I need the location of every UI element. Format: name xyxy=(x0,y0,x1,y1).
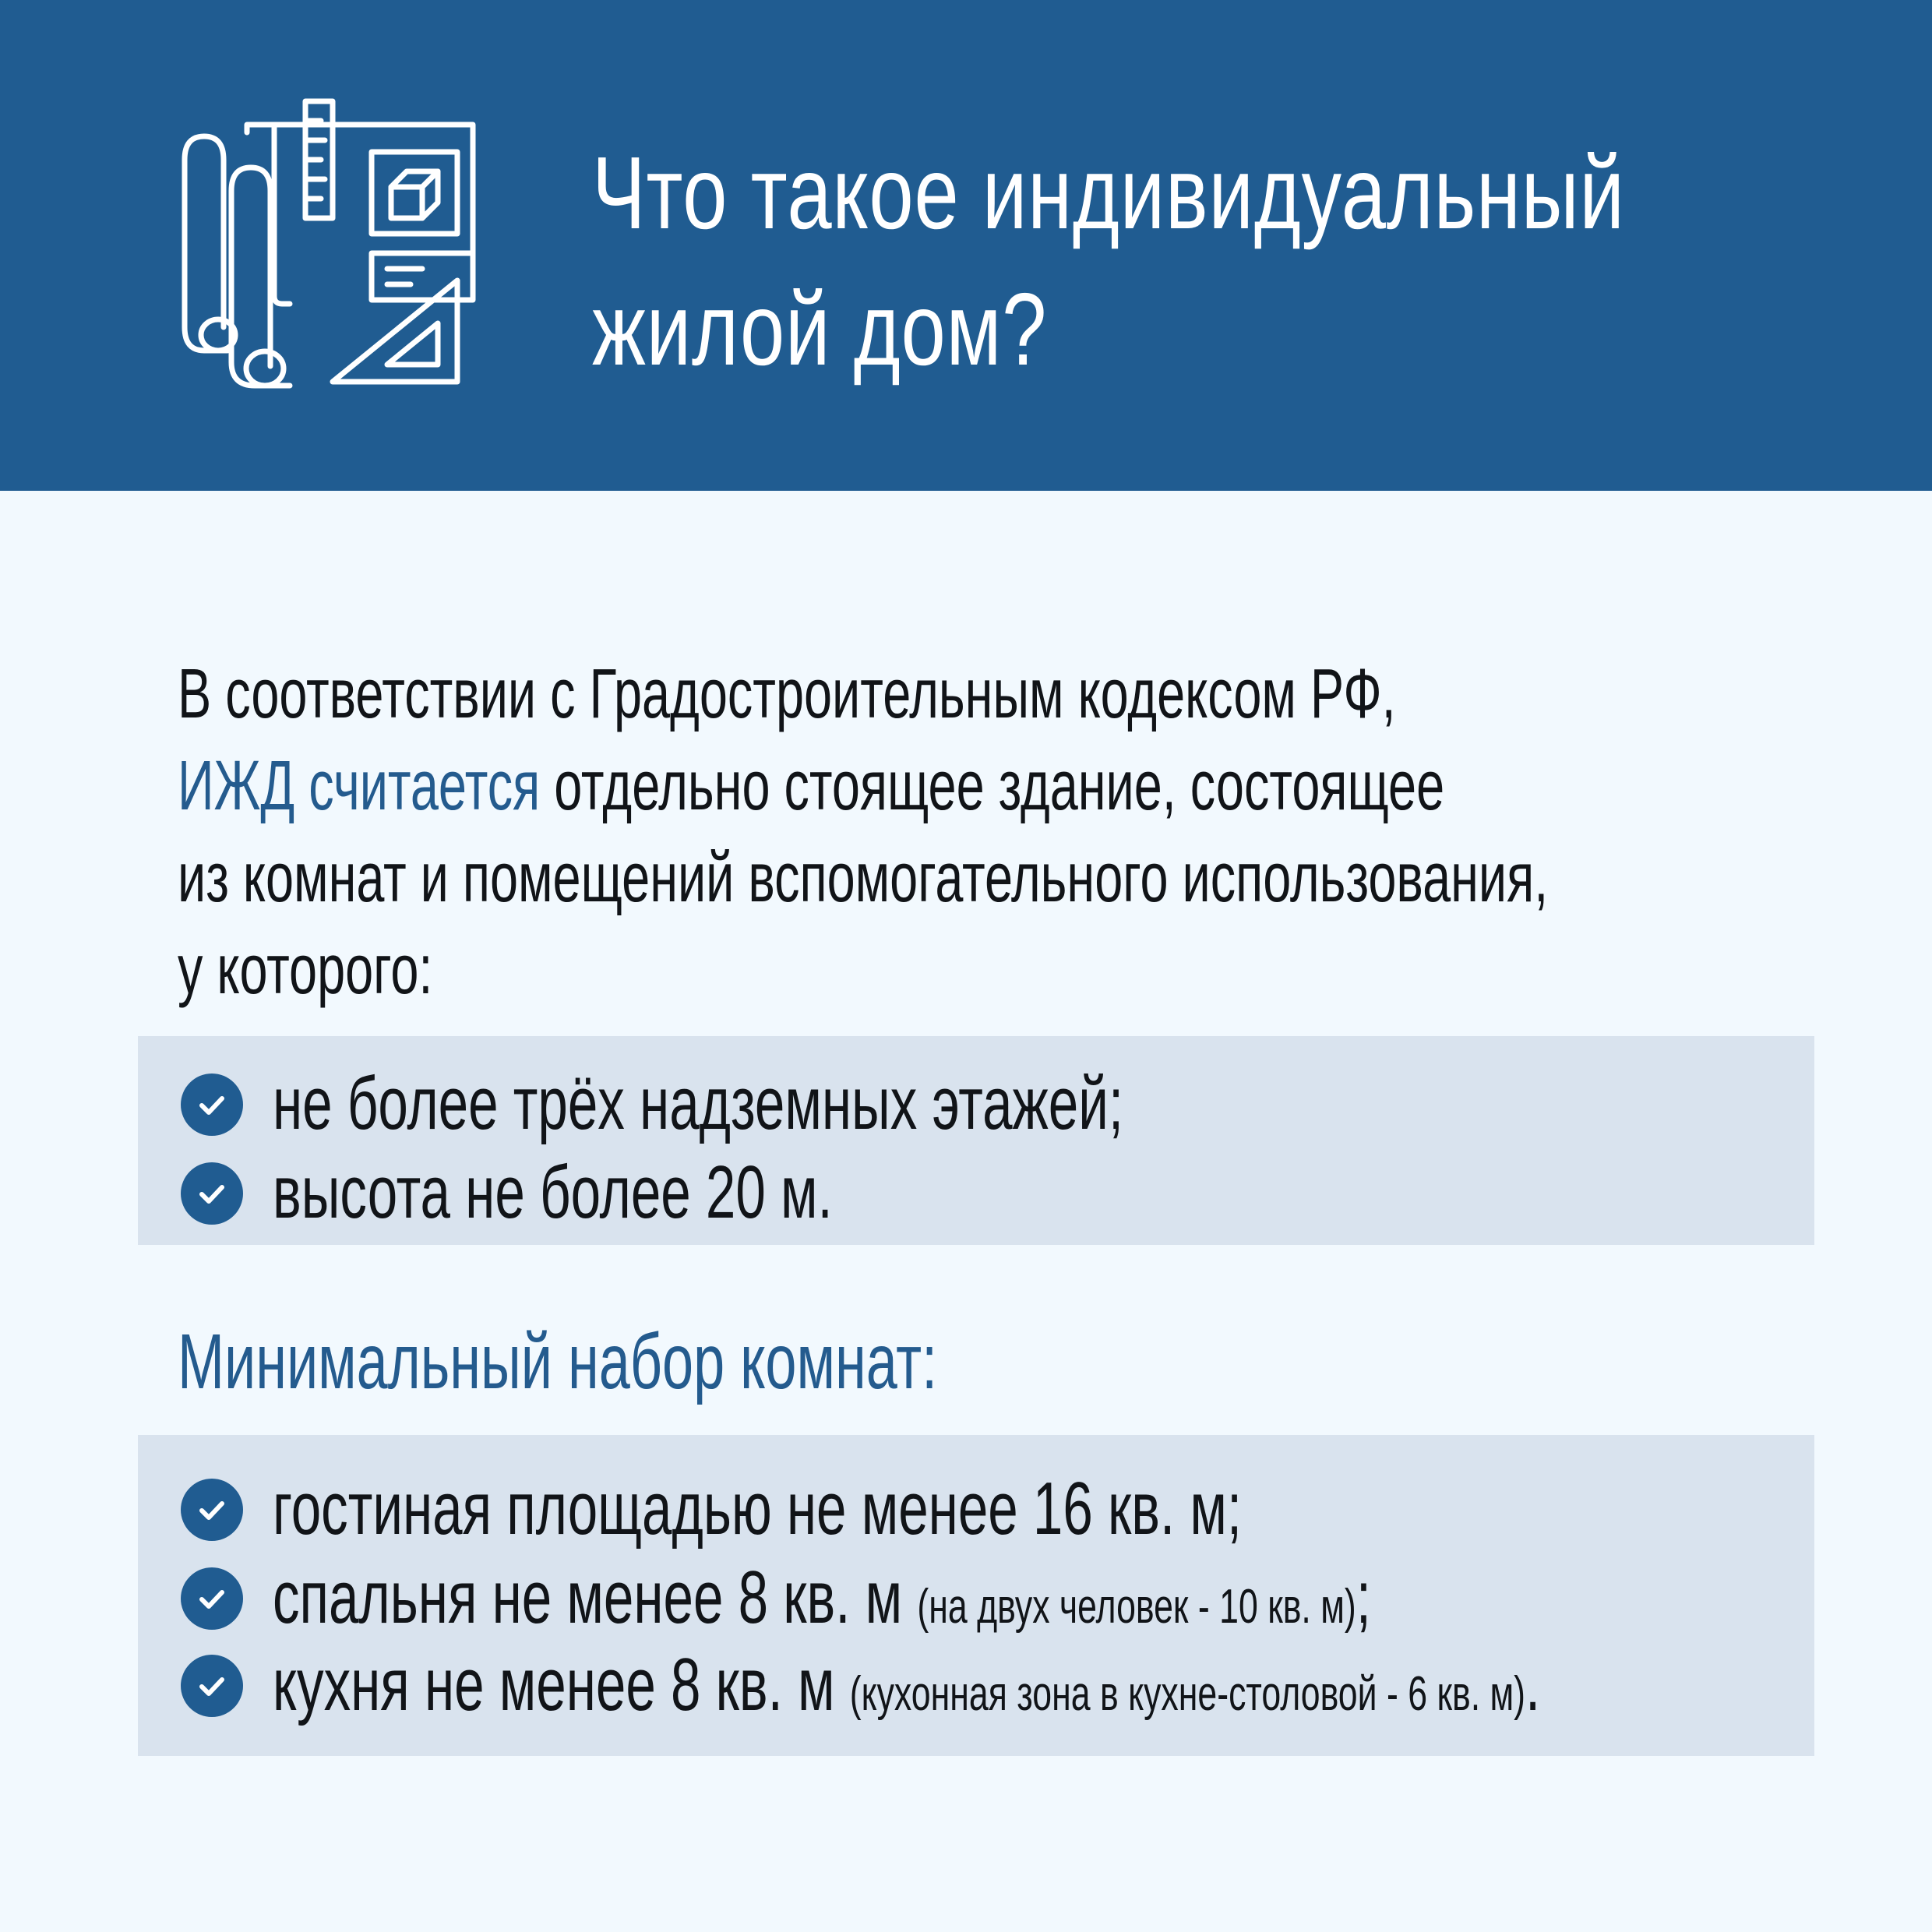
page-title xyxy=(592,125,1625,397)
rooms-heading: Минимальный набор комнат: xyxy=(178,1318,938,1405)
intro-paragraph xyxy=(178,648,1636,1016)
rooms-panel xyxy=(138,1435,1814,1756)
condition-text: высота не более 20 м. xyxy=(273,1151,833,1234)
list-item xyxy=(181,1639,1801,1731)
list-item xyxy=(181,1463,1801,1555)
checkmark-icon xyxy=(181,1162,243,1225)
list-item xyxy=(181,1552,1801,1644)
room-text xyxy=(273,1463,1843,1555)
intro-line-3: из комнат и помещений вспомогательного использования, xyxy=(178,839,1549,917)
room-text xyxy=(273,1552,1843,1653)
intro-line-2-rest: отдельно стоящее здание, состоящее xyxy=(540,747,1445,825)
intro-line-2 xyxy=(178,740,1636,832)
room-end: ; xyxy=(1356,1556,1372,1639)
checkmark-icon xyxy=(181,1655,243,1717)
room-note: (на двух человек - 10 кв. м) xyxy=(917,1580,1356,1634)
blueprint-drafting-icon xyxy=(181,93,477,397)
room-note: (кухонная зона в кухне-столовой - 6 кв. м) xyxy=(849,1667,1526,1721)
condition-text: не более трёх надземных этажей; xyxy=(273,1062,1124,1145)
checkmark-icon xyxy=(181,1479,243,1541)
room-main: гостиная площадью не менее 16 кв. м; xyxy=(273,1467,1243,1550)
room-end: . xyxy=(1525,1643,1541,1726)
title-line-2: жилой дом? xyxy=(592,272,1048,386)
intro-line-1: В соответствии с Градостроительным кодексом РФ, xyxy=(178,655,1396,733)
room-text xyxy=(273,1639,1843,1740)
checkmark-icon xyxy=(181,1567,243,1630)
header-banner xyxy=(0,0,1932,491)
conditions-panel xyxy=(138,1036,1814,1245)
list-item xyxy=(181,1147,1801,1239)
intro-accent-term: ИЖД считается xyxy=(178,747,541,825)
room-main: спальня не менее 8 кв. м xyxy=(273,1556,918,1639)
title-line-1: Что такое индивидуальный xyxy=(592,136,1625,250)
checkmark-icon xyxy=(181,1074,243,1136)
list-item xyxy=(181,1058,1801,1150)
room-main: кухня не менее 8 кв. м xyxy=(273,1643,850,1726)
intro-line-4: у которого: xyxy=(178,931,433,1009)
